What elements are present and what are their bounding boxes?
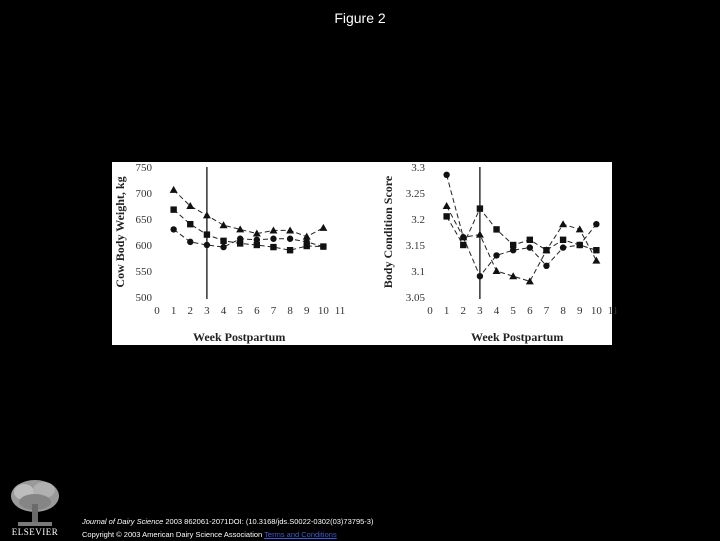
bcs-point-circle [543,263,549,269]
bcs-point-triangle [592,257,600,264]
bcs-point-square [527,237,533,243]
bcs-point-square [443,213,449,219]
copyright-line [82,528,373,541]
bcs-xtick-label: 1 [443,305,450,317]
bcs-series-line-triangle [447,206,597,281]
bcs-point-circle [477,273,483,279]
bcs-xtick-label: 3 [477,305,483,317]
elsevier-wordmark: ELSEVIER [11,527,59,537]
bcs-xtick-label: 2 [460,305,467,317]
bcs-xtick-label: 6 [527,305,533,317]
bcs-point-triangle [493,267,501,274]
bcs-series-line-square [447,209,597,251]
bcs-point-triangle [476,231,484,238]
bcs-xtick-label: 5 [510,305,516,317]
weight-xtick-label: 7 [270,305,277,317]
weight-ytick-label: 700 [135,188,152,200]
weight-xtick-label: 9 [303,305,310,317]
footer [82,515,373,541]
bcs-xtick-label: 8 [560,305,566,317]
weight-point-triangle [170,186,178,193]
bcs-point-square [493,226,499,232]
weight-ytick-label: 600 [135,240,152,252]
figure-svg [112,162,619,345]
bcs-x-axis-label: Week Postpartum [471,330,564,344]
bcs-point-square [577,242,583,248]
weight-xtick-label: 8 [287,305,293,317]
bcs-ytick-label: 3.1 [411,266,425,278]
copyright-text: Copyright © 2003 American Dairy Science Association [82,530,263,539]
bcs-point-circle [443,172,449,178]
journal-name: Journal of Dairy Science [82,517,164,526]
weight-y-axis-label: Cow Body Weight, kg [113,176,127,288]
weight-point-circle [320,243,326,249]
weight-point-square [187,221,193,227]
bcs-ytick-label: 3.3 [411,162,425,174]
bcs-point-circle [527,244,533,250]
weight-point-circle [237,236,243,242]
terms-link[interactable]: Terms and Conditions [264,530,337,539]
bcs-point-circle [493,252,499,258]
weight-xtick-label: 11 [334,305,346,317]
weight-x-axis-label: Week Postpartum [193,330,286,344]
weight-xtick-label: 5 [237,305,243,317]
weight-xtick-label: 10 [317,305,329,317]
weight-point-circle [170,226,176,232]
bcs-xtick-label: 11 [607,305,619,317]
bcs-point-triangle [443,202,451,209]
bcs-point-square [560,237,566,243]
bcs-xtick-label: 9 [576,305,583,317]
weight-xtick-label: 2 [187,305,194,317]
weight-xtick-label: 4 [220,305,227,317]
bcs-xtick-label: 7 [543,305,550,317]
weight-point-circle [270,236,276,242]
weight-series-line-triangle [174,190,324,237]
bcs-point-circle [560,244,566,250]
weight-point-triangle [203,211,211,218]
weight-ytick-label: 550 [135,266,152,278]
bcs-xtick-label: 4 [493,305,500,317]
bcs-ytick-label: 3.2 [411,214,425,226]
bcs-point-square [477,205,483,211]
bcs-point-triangle [559,220,567,227]
bcs-ytick-label: 3.25 [405,188,425,200]
weight-ytick-label: 650 [135,214,152,226]
weight-point-circle [304,239,310,245]
bcs-point-square [510,242,516,248]
bcs-point-circle [593,221,599,227]
bcs-series-line-circle [447,175,597,276]
weight-point-circle [187,239,193,245]
citation-text: 2003 862061-2071DOI: (10.3168/jds.S0022-0302(03)73795-3) [163,517,374,526]
figure-panel [112,162,619,345]
citation-line [82,515,373,528]
weight-ytick-label: 500 [135,292,152,304]
weight-xtick-label: 0 [154,305,160,317]
weight-point-circle [220,244,226,250]
weight-point-circle [204,242,210,248]
bcs-xtick-label: 0 [427,305,433,317]
bcs-y-axis-label: Body Condition Score [381,175,395,289]
bcs-ytick-label: 3.05 [405,292,425,304]
bcs-point-triangle [576,225,584,232]
bcs-xtick-label: 10 [590,305,602,317]
weight-point-square [204,231,210,237]
slide-title: Figure 2 [334,10,386,26]
weight-point-square [170,206,176,212]
weight-point-circle [287,236,293,242]
weight-xtick-label: 3 [204,305,210,317]
weight-point-square [270,244,276,250]
bcs-ytick-label: 3.15 [405,240,425,252]
weight-point-triangle [220,221,228,228]
weight-xtick-label: 6 [254,305,260,317]
weight-point-triangle [319,224,327,231]
weight-point-square [220,238,226,244]
weight-point-circle [254,237,260,243]
bcs-point-square [460,242,466,248]
weight-ytick-label: 750 [135,162,152,174]
bcs-point-square [593,247,599,253]
weight-point-square [287,247,293,253]
weight-point-triangle [286,226,294,233]
weight-series-line-square [174,210,324,251]
weight-xtick-label: 1 [170,305,177,317]
